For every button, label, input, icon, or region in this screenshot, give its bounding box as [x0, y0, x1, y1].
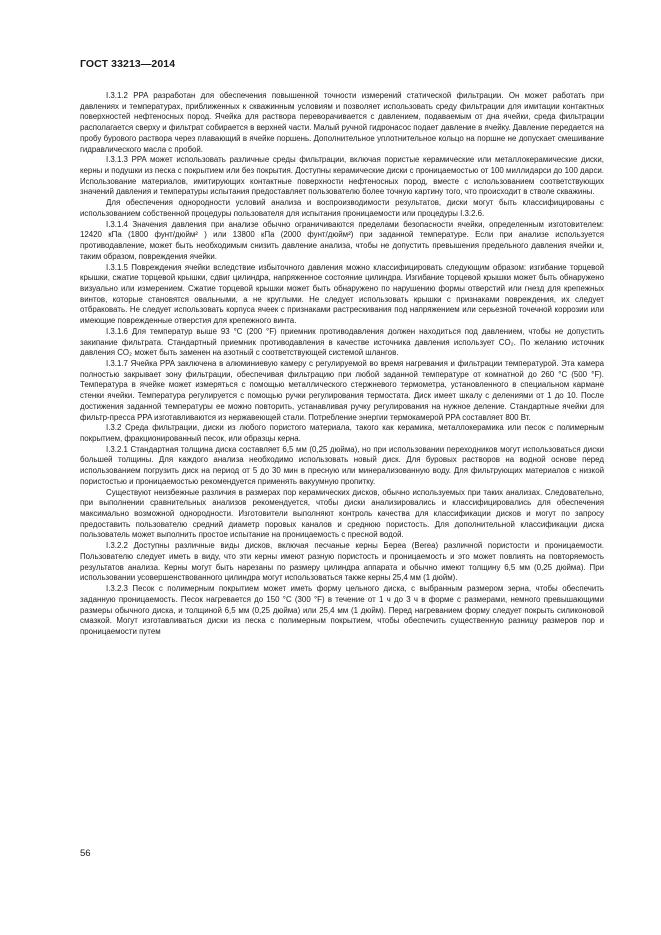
paragraph-disk-classification: Для обеспечения однородности условий анализа и воспроизводимости результатов, диски могут быть классифицированы с использованием собственной процедуры пользователя для испытания проницаемости или процедуры I.3.2.6. [80, 198, 604, 218]
paragraph-i3-2-3: I.3.2.3 Песок с полимерным покрытием может иметь форму цельного диска, с выбранным размером зерна, чтобы обеспечить заданную проницаемость. Песок нагревается до 150 °C (300 °F) в течение от 1 ч до 3 ч в форме с размерами, немного превышающими размеры обычного диска, и толщиной 6,5 мм (0,25 дюйма) или 25,4 мм (1 дюйм). Перед нагреванием форму следует покрыть силиконовой смазкой. Могут изготавливаться диски из песка с полимерным покрытием, чтобы обеспечить существенную разницу размеров пор и проницаемости путем [80, 584, 604, 636]
paragraph-pore-size-differences: Существуют неизбежные различия в размерах пор керамических дисков, обычно используемых при таких анализах. Следовательно, при выполнении сравнительных анализов рекомендуется, чтобы диски анализировались и классифицировались для обеспечения максимально возможной однородности. Изготовители выполняют контроль качества для классификации дисков и могут по запросу предоставить пользователю средний диаметр поровых каналов и среднюю пористость. Для дополнительной классификации диска пользователь может выполнить простое испытание на проницаемость с пресной водой. [80, 487, 604, 540]
paragraph-i3-1-6: I.3.1.6 Для температур выше 93 °C (200 °F) приемник противодавления должен находиться под давлением, чтобы не допустить закипание фильтрата. Стандартный приемник противодавления в качестве источника давления использует CO₂. По желанию источник давления CO₂ может быть заменен на азотный с соответствующей системой шлангов. [80, 326, 604, 358]
paragraph-i3-2: I.3.2 Среда фильтрации, диски из любого пористого материала, такого как керамика, металлокерамика или песок с полимерным покрытием, фракционированный песок, или образцы керна. [80, 423, 604, 443]
paragraph-i3-1-2: I.3.1.2 PPA разработан для обеспечения повышенной точности измерений статической фильтрации. Он может работать при давлениях и температурах, приближенных к скважинным условиям и позволяет использовать среду фильтрации для имитации контактных поверхностей нефтеносных пород. Ячейка для раствора переворачивается с давлением, подаваемым от дна ячейки, среда фильтрации располагается сверху и фильтрат собирается в верхней части. Малый ручной гидронасос подает давление в ячейку. Давление передается на пробу бурового раствора через плавающий в ячейке поршень. Дополнительное уплотнительное кольцо на поршне не допускает смешивание гидравлического масла с пробой. [80, 91, 604, 154]
paragraph-i3-1-7: I.3.1.7 Ячейка PPA заключена в алюминиевую камеру с регулируемой во время нагревания и фильтрации температурой. Эта камера полностью закрывает зону фильтрации, обеспечивая фильтрацию при любой заданной температуре от комнатной до 260 °C (500 °F). Температура в ячейке может измеряться с помощью металлического стержневого термометра, установленного в специальном кармане стенки ячейки. Температура регулируется с помощью ручки регулирования термостата. Диск имеет шкалу с делениями от 1 до 10. После достижения заданной температуры ее можно повторить, устанавливая ручку регулирования на нужное деление. Стандартные ячейки для фильтр-пресса PPA изготавливаются из нержавеющей стали. Потребление энергии термокамерой PPA составляет 800 Вт. [80, 358, 604, 422]
paragraph-i3-1-3: I.3.1.3 PPA может использовать различные среды фильтрации, включая пористые керамические или металлокерамические диски, керны и подушки из песка с покрытием или без покрытия. Доступны керамические диски с проницаемостью от 100 миллидарси до 100 дарси. Использование материалов, имитирующих контактные поверхности нефтеносных пород, вместе с использованием соответствующих значений давления и температуры испытания предоставляет пользователю более точную картину того, что происходит в стволе скважины. [80, 155, 604, 197]
document-body [80, 91, 604, 638]
paragraph-i3-1-4: I.3.1.4 Значения давления при анализе обычно ограничиваются пределами безопасности ячейки, определенным изготовителем: 12420 кПа (1800 фунт/дюйм² ) или 13800 кПа (2000 фунт/дюйм²) при заданной температуре. Если при анализе используется противодавление, может быть необходимым снизить давление анализа, чтобы не допустить превышения предельного давления ячейки и, таким образом, повреждения ячейки. [80, 219, 604, 261]
paragraph-i3-2-1: I.3.2.1 Стандартная толщина диска составляет 6,5 мм (0,25 дюйма), но при использовании переходников могут использоваться диски большей толщины. Для каждого анализа необходимо использовать новый диск. Для буровых растворов на водной основе перед использованием погрузить диск на период от 5 до 30 мин в пресную или минерализованную воду. Для фильтрующих материалов с низкой пористостью и проницаемостью рекомендуется применять вакуумную пропитку. [80, 444, 604, 486]
paragraph-i3-2-2: I.3.2.2 Доступны различные виды дисков, включая песчаные керны Берea (Berea) различной пористости и проницаемости. Пользователю следует иметь в виду, что эти керны имеют разную пористость и проницаемость и это может повлиять на повторяемость результатов анализа. Керны могут быть нарезаны по размеру цилиндра аппарата и обычно имеют толщину 6,5 мм (0,25 дюйма). При использовании усовершенствованного цилиндра могут использоваться также керны 25,4 мм (1 дюйм). [80, 541, 604, 583]
page-number: 56 [80, 848, 91, 859]
paragraph-i3-1-5: I.3.1.5 Повреждения ячейки вследствие избыточного давления можно классифицировать следующим образом: изгибание торцевой крышки, сжатие торцевой крышки, сдвиг цилиндра, напряженное состояние цилиндра. Изгибание торцевой крышки может быть обнаружено визуально или измерением. Сжатие торцевой крышки может быть обнаружено по нарушению формы отверстий или гнезд для крепежных винтов, которые становятся овальными, а не круглыми. Не следует использовать крышки с признаками повреждения, их следует отбраковать. Не следует использовать корпуса ячеек с признаками растрескивания под напряжением или серьезной точечной коррозии или имеющие поврежденные отверстия для крепежного винта. [80, 262, 604, 326]
document-header: ГОСТ 33213—2014 [80, 58, 176, 70]
